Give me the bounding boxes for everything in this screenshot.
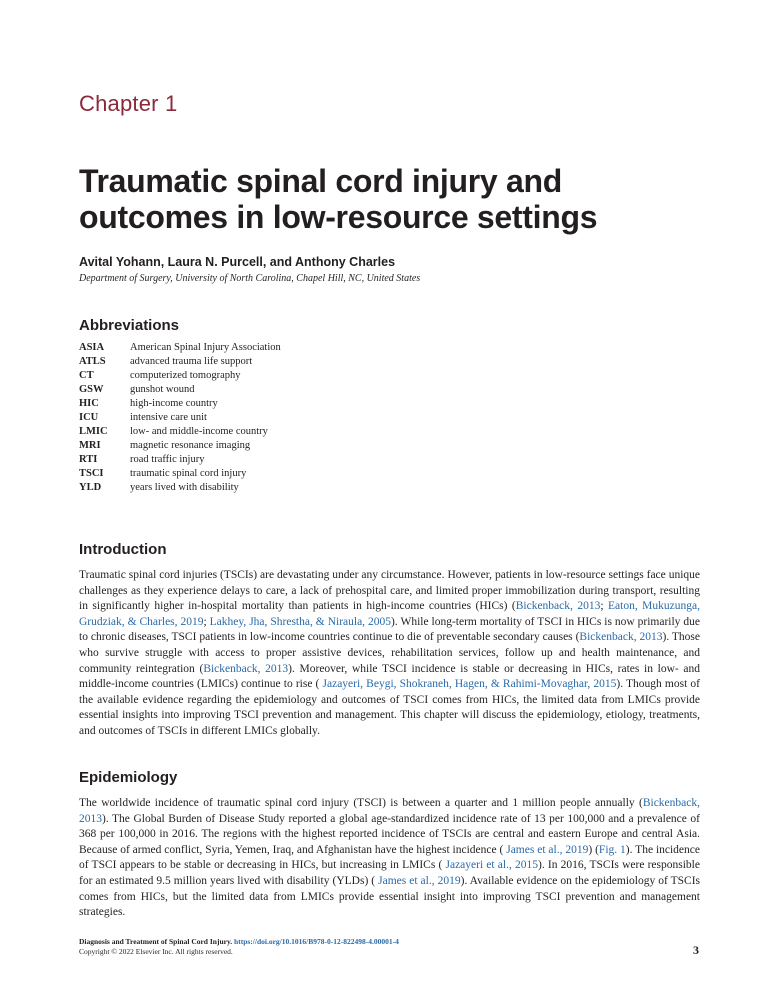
abbreviation-definition: computerized tomography: [130, 370, 241, 381]
abbreviation-definition: years lived with disability: [130, 482, 239, 493]
chapter-label: Chapter 1: [79, 91, 178, 116]
citation-link[interactable]: Bickenback, 2013: [579, 631, 663, 644]
citation-link[interactable]: Bickenback, 2013: [515, 600, 601, 613]
abbreviation-term: GSW: [79, 384, 104, 395]
abbreviation-definition: American Spinal Injury Association: [130, 342, 281, 353]
body-text: ). Though most of the available evidence regarding the epidemiology and outcomes of TSCI comes from HICs, the limited data from LMICs provide essential insights into improving TSCI prevention and management. This chapter will discuss the epidemiology, etiology, treatments, and outcomes of TSCIs in different LMICs globally.: [79, 678, 700, 737]
abbreviation-term: ICU: [79, 412, 99, 423]
page-number: 3: [693, 943, 699, 957]
abbreviation-row: [79, 481, 281, 495]
abbreviation-row: [79, 425, 281, 439]
body-text: ). Moreover, while TSCI incidence is stable or decreasing in HICs, rates in low- and middle-income countries (LMICs) continue to rise (: [79, 662, 700, 691]
abbreviation-row: [79, 369, 281, 383]
citation-link[interactable]: Jazayeri et al., 2015: [445, 859, 539, 872]
introduction-heading: Introduction: [79, 541, 167, 558]
abbreviation-term: RTI: [79, 454, 98, 465]
epidemiology-paragraph: [79, 796, 700, 921]
abbreviation-definition: magnetic resonance imaging: [130, 440, 251, 451]
body-text: ) (: [588, 843, 599, 856]
abbreviation-row: [79, 411, 281, 425]
abbreviation-term: ATLS: [79, 356, 106, 367]
body-text: ). The incidence of TSCI appears to be stable or decreasing in HICs, but increasing in LMICs (: [79, 843, 700, 872]
chapter-title: Traumatic spinal cord injury and outcomes in low-resource settings: [79, 163, 598, 235]
abbreviation-term: HIC: [79, 398, 99, 409]
citation-link[interactable]: Eaton, Mukuzunga, Grudziak, & Charles, 2019: [79, 600, 700, 628]
body-text: ;: [203, 615, 210, 628]
abbreviation-definition: low- and middle-income country: [130, 426, 268, 437]
abbreviations-table: [79, 341, 281, 495]
abbreviation-row: [79, 439, 281, 453]
epidemiology-heading: Epidemiology: [79, 769, 178, 786]
body-text: ;: [600, 600, 609, 613]
citation-link[interactable]: James et al., 2019: [378, 874, 461, 887]
abbreviation-row: [79, 397, 281, 411]
author-affiliation: Department of Surgery, University of North Carolina, Chapel Hill, NC, United States: [79, 273, 421, 284]
introduction-paragraph: [79, 568, 700, 740]
body-text: Traumatic spinal cord injuries (TSCIs) are devastating under any circumstance. However, patients in low-resource settings face unique challenges as they experience delays to care, a lack of prehospital care, and limited proper immobilization during transport, resulting in significantly higher in-hospital mortality than patients in high-income countries (HICs) (: [79, 569, 700, 613]
abbreviation-definition: high-income country: [130, 398, 218, 409]
body-text: The worldwide incidence of traumatic spinal cord injury (TSCI) is between a quarter and 1 million people annually (: [79, 797, 643, 809]
abbreviation-term: LMIC: [79, 426, 108, 437]
figure-link[interactable]: Fig. 1: [598, 843, 626, 856]
abbreviation-row: [79, 467, 281, 481]
citation-link[interactable]: Lakhey, Jha, Shrestha, & Niraula, 2005: [209, 615, 392, 628]
body-text: ). Available evidence on the epidemiology of TSCIs comes from HICs, but the limited data from LMICs provide essential insight into improving TSCI prevention and management strategies.: [79, 874, 700, 919]
abbreviation-term: YLD: [79, 482, 102, 493]
citation-link[interactable]: James et al., 2019: [506, 843, 589, 856]
footer-source: [79, 937, 399, 946]
abbreviation-definition: road traffic injury: [130, 454, 205, 465]
abbreviation-definition: intensive care unit: [130, 412, 207, 423]
citation-link[interactable]: Bickenback, 2013: [79, 797, 700, 825]
abbreviations-heading: Abbreviations: [79, 317, 180, 334]
body-text: ). While long-term mortality of TSCI in HICs is now primarily due to chronic diseases, TSCI patients in low-income countries continue to die of preventable secondary causes (: [79, 615, 700, 644]
abbreviation-row: [79, 453, 281, 467]
body-text: ). In 2016, TSCIs were responsible for an estimated 9.5 million years lived with disability (YLDs) (: [79, 859, 700, 887]
citation-link[interactable]: Jazayeri, Beygi, Shokraneh, Hagen, & Rahimi-Movaghar, 2015: [322, 678, 617, 691]
copyright-notice: Copyright © 2022 Elsevier Inc. All rights reserved.: [79, 947, 233, 956]
abbreviation-term: CT: [79, 370, 94, 381]
abbreviation-term: MRI: [79, 440, 101, 451]
book-title: Diagnosis and Treatment of Spinal Cord Injury.: [79, 937, 233, 946]
abbreviation-term: ASIA: [79, 342, 105, 353]
abbreviation-definition: traumatic spinal cord injury: [130, 468, 247, 479]
abbreviation-definition: gunshot wound: [130, 384, 195, 395]
body-text: ). The Global Burden of Disease Study reported a global age-standardized incidence rate of 13 per 100,000 and a prevalence of 368 per 100,000 in 2016. The regions with the highest reported incidence of TSCIs are central and eastern Europe and central Asia. Because of armed conflict, Syria, Yemen, Iraq, and Afghanistan have the highest incidence (: [79, 812, 700, 856]
abbreviation-row: [79, 341, 281, 355]
author-list: Avital Yohann, Laura N. Purcell, and Anthony Charles: [79, 255, 396, 269]
abbreviation-row: [79, 355, 281, 369]
doi-link[interactable]: https://doi.org/10.1016/B978-0-12-822498-4.00001-4: [234, 937, 399, 946]
body-text: ). Those who survive struggle with access to proper assistive devices, rehabilitation services, follow up and health maintenance, and community reintegration (: [79, 631, 700, 675]
citation-link[interactable]: Bickenback, 2013: [203, 662, 289, 675]
abbreviation-definition: advanced trauma life support: [130, 356, 253, 367]
abbreviation-row: [79, 383, 281, 397]
abbreviation-term: TSCI: [79, 468, 104, 479]
